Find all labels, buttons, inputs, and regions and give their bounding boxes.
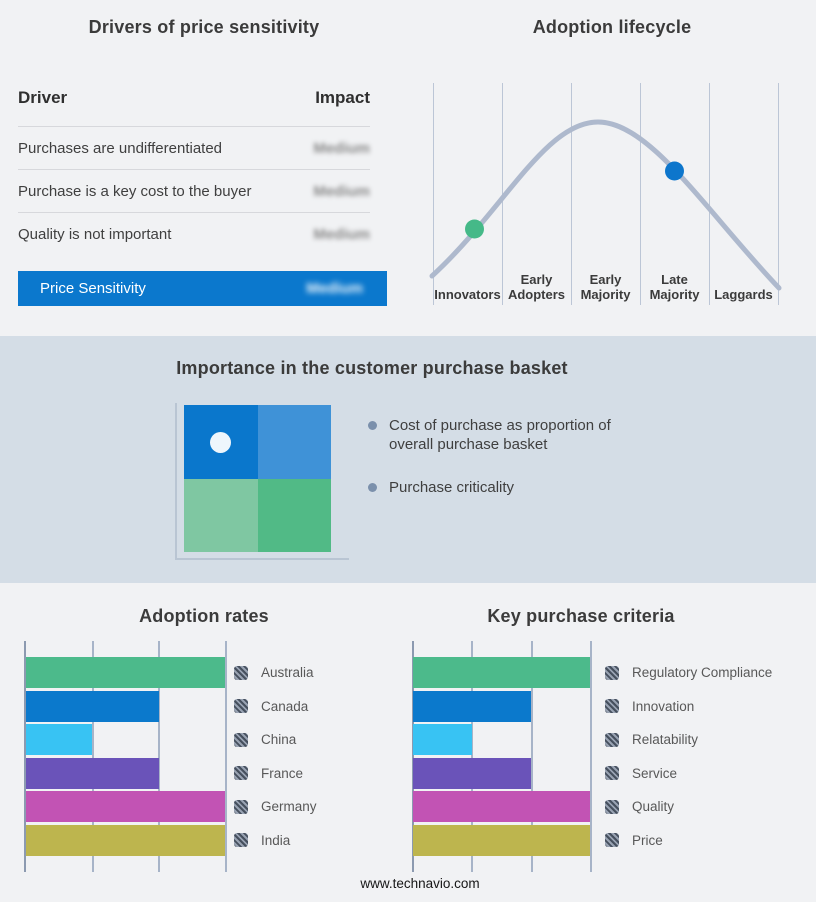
legend-label: Innovation <box>632 698 695 714</box>
col-impact: Impact <box>315 88 370 107</box>
stage-early-majority: Early Majority <box>580 272 631 302</box>
drivers-title: Drivers of price sensitivity <box>88 17 320 37</box>
quadrant-cell-top-right <box>258 405 332 479</box>
bullet-text: Purchase criticality <box>389 479 515 496</box>
gridline <box>590 641 592 872</box>
hatched-swatch-icon <box>605 766 619 780</box>
stage-labels <box>433 256 778 302</box>
legend-item <box>234 758 317 789</box>
hatched-swatch-icon <box>605 833 619 847</box>
bar-india <box>26 825 225 856</box>
basket-bullets <box>368 416 641 521</box>
col-driver: Driver <box>18 88 68 107</box>
hatched-swatch-icon <box>234 733 248 747</box>
bar-france <box>26 758 159 789</box>
legend-item <box>605 724 772 755</box>
quadrant-cell-bottom-right <box>258 479 332 553</box>
legend-label: Quality <box>632 799 675 814</box>
legend-item <box>605 791 772 822</box>
legend <box>605 657 772 856</box>
legend-label: Service <box>632 765 678 781</box>
bar-germany <box>26 791 225 822</box>
bullet-item <box>368 416 641 454</box>
quadrant-y-axis <box>175 403 177 560</box>
hatched-swatch-icon <box>605 800 619 814</box>
driver-cell: Quality is not important <box>18 226 172 243</box>
stage-late-majority: Late Majority <box>649 272 700 302</box>
hatched-swatch-icon <box>605 666 619 680</box>
key-purchase-criteria-title: Key purchase criteria <box>487 606 675 626</box>
table-header <box>18 88 370 127</box>
legend-item <box>605 657 772 688</box>
website-url: www.technavio.com <box>360 876 480 891</box>
impact-cell-blurred: Medium <box>306 280 363 297</box>
legend-item <box>234 691 317 722</box>
bullet-icon <box>368 421 377 430</box>
legend-item <box>234 724 317 755</box>
key-purchase-criteria-chart <box>408 595 816 902</box>
legend-item <box>234 825 317 856</box>
hatched-swatch-icon <box>605 733 619 747</box>
bar-innovation <box>413 691 531 722</box>
bar-regulatory-compliance <box>413 657 590 688</box>
hatched-swatch-icon <box>234 699 248 713</box>
hatched-swatch-icon <box>234 766 248 780</box>
table-row <box>18 127 370 170</box>
legend-item <box>605 825 772 856</box>
late-majority-marker-dot <box>665 162 684 181</box>
legend-label: India <box>261 832 291 848</box>
quadrant-x-axis <box>175 558 349 560</box>
hatched-swatch-icon <box>234 833 248 847</box>
bar-china <box>26 724 92 755</box>
adoption-rates-title: Adoption rates <box>139 606 269 626</box>
legend-label: Relatability <box>632 732 699 747</box>
impact-cell-blurred: Medium <box>313 139 370 157</box>
hatched-swatch-icon <box>234 666 248 680</box>
legend-label: France <box>261 765 304 781</box>
price-sensitivity-label: Price Sensitivity <box>40 280 146 297</box>
innovators-marker-dot <box>465 220 484 239</box>
bullet-text: Cost of purchase as proportion of overall purchase basket <box>389 417 611 453</box>
legend-item <box>605 691 772 722</box>
bar-canada <box>26 691 159 722</box>
bar-group <box>26 657 225 856</box>
bar-group <box>413 657 590 856</box>
position-marker-dot <box>210 432 231 453</box>
purchase-basket-panel <box>0 336 816 583</box>
adoption-rates-chart <box>0 595 408 902</box>
legend-label: Regulatory Compliance <box>632 665 773 680</box>
bullet-item <box>368 478 641 497</box>
stage-early-adopters: Early Adopters <box>507 272 566 302</box>
legend-item <box>234 791 317 822</box>
legend-label: Germany <box>261 799 317 814</box>
bar-quality <box>413 791 590 822</box>
legend-item <box>605 758 772 789</box>
impact-cell-blurred: Medium <box>313 226 370 243</box>
hatched-swatch-icon <box>605 699 619 713</box>
price-sensitivity-row <box>18 271 387 306</box>
bar-service <box>413 758 531 789</box>
bar-relatability <box>413 724 472 755</box>
bar-price <box>413 825 590 856</box>
stage-innovators: Innovators <box>434 287 501 302</box>
legend-label: Australia <box>261 665 314 680</box>
quadrant-cell-bottom-left <box>184 479 258 553</box>
lifecycle-title: Adoption lifecycle <box>532 17 692 37</box>
hatched-swatch-icon <box>234 800 248 814</box>
legend <box>234 657 317 856</box>
lifecycle-panel <box>408 0 816 330</box>
legend-label: China <box>261 732 297 747</box>
table-row <box>18 213 370 256</box>
legend-label: Price <box>632 832 663 848</box>
stage-laggards: Laggards <box>714 287 773 302</box>
bar-australia <box>26 657 225 688</box>
impact-cell-blurred: Medium <box>313 182 370 200</box>
table-row <box>18 170 370 213</box>
legend-label: Canada <box>261 698 309 714</box>
basket-title: Importance in the customer purchase basket <box>176 358 568 378</box>
purchase-basket-quadrant <box>184 405 331 552</box>
drivers-table <box>18 88 370 256</box>
lifecycle-chart <box>408 83 816 305</box>
driver-cell: Purchase is a key cost to the buyer <box>18 182 252 200</box>
driver-cell: Purchases are undifferentiated <box>18 139 223 157</box>
legend-item <box>234 657 317 688</box>
bullet-icon <box>368 483 377 492</box>
drivers-panel <box>0 0 408 330</box>
